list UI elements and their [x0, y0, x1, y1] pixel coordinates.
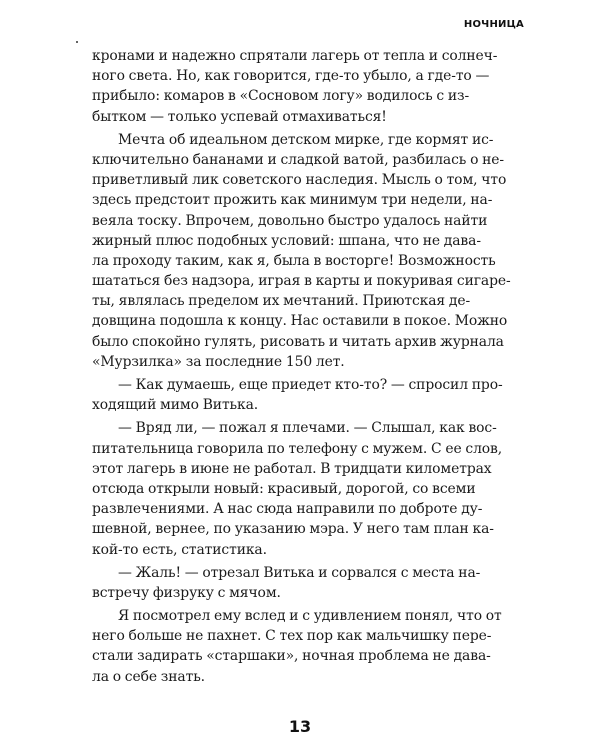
text-line: шевной, вернее, по указанию мэра. У него там план ка-: [92, 521, 494, 538]
paragraph: [92, 375, 512, 415]
text-line: развлечениями. А нас сюда направили по доброте ду-: [92, 501, 483, 518]
text-line: ходящий мимо Витька.: [92, 397, 259, 414]
text-line: здесь предстоит прожить как минимум три недели, на-: [92, 192, 493, 209]
text-line: Мечта об идеальном детском мирке, где кормят ис-: [118, 131, 494, 148]
text-line: — Жаль! — отрезал Витька и сорвался с места на-: [118, 564, 481, 581]
text-line: прибыло: комаров в «Сосновом логу» водилось с из-: [92, 88, 470, 105]
text-line: бытком — только успевай отмахиваться!: [92, 108, 387, 125]
text-line: кронами и надежно спрятали лагерь от тепла и солнеч-: [92, 48, 498, 64]
text-line: Я посмотрел ему вслед и с удивлением понял, что от: [118, 608, 502, 625]
text-line: ла о себе знать.: [92, 668, 205, 685]
paragraph: [92, 130, 512, 372]
paragraph: [92, 46, 512, 127]
text-line: шататься без надзора, играя в карты и покуривая сигаре-: [92, 273, 511, 290]
text-line: стали задирать «старшаки», ночная проблема не дава-: [92, 648, 491, 665]
text-line: веяла тоску. Впрочем, довольно быстро удалось найти: [92, 212, 488, 229]
body-text: [92, 46, 512, 687]
text-line: отсюда открыли новый: красивый, дорогой, со всеми: [92, 480, 476, 497]
text-line: него больше не пахнет. С тех пор как мальчишку пере-: [92, 628, 492, 645]
text-line: ключительно бананами и сладкой ватой, разбилась о не-: [92, 151, 505, 168]
text-line: приветливый лик советского наследия. Мысль о том, что: [92, 172, 507, 189]
text-line: «Мурзилка» за последние 150 лет.: [92, 353, 345, 370]
text-line: довщина подошла к концу. Нас оставили в покое. Можно: [92, 313, 508, 330]
paragraph: [92, 563, 512, 603]
text-line: кой-то есть, статистика.: [92, 541, 267, 558]
text-line: — Как думаешь, еще приедет кто-то? — спросил про-: [118, 377, 503, 393]
print-speck: [76, 41, 78, 43]
text-line: жирный плюс подобных условий: шпана, что не дава-: [92, 232, 481, 249]
page-number: 13: [288, 717, 312, 736]
text-line: было спокойно гулять, рисовать и читать архив журнала: [92, 333, 504, 350]
text-line: ты, являлась пределом их мечтаний. Приютская де-: [92, 293, 471, 310]
text-line: питательница говорила по телефону с мужем. С ее слов,: [92, 440, 503, 457]
running-head: НОЧНИЦА: [463, 19, 524, 30]
text-line: ла проходу таким, как я, была в восторге! Возможность: [92, 252, 496, 269]
text-line: — Вряд ли, — пожал я плечами. — Слышал, как вос-: [118, 420, 497, 437]
text-line: ного света. Но, как говорится, где-то убыло, а где-то —: [92, 68, 490, 85]
text-line: этот лагерь в июне не работал. В тридцати километрах: [92, 460, 492, 477]
paragraph: [92, 606, 512, 687]
text-line: встречу физруку с мячом.: [92, 584, 281, 601]
paragraph: [92, 418, 512, 559]
